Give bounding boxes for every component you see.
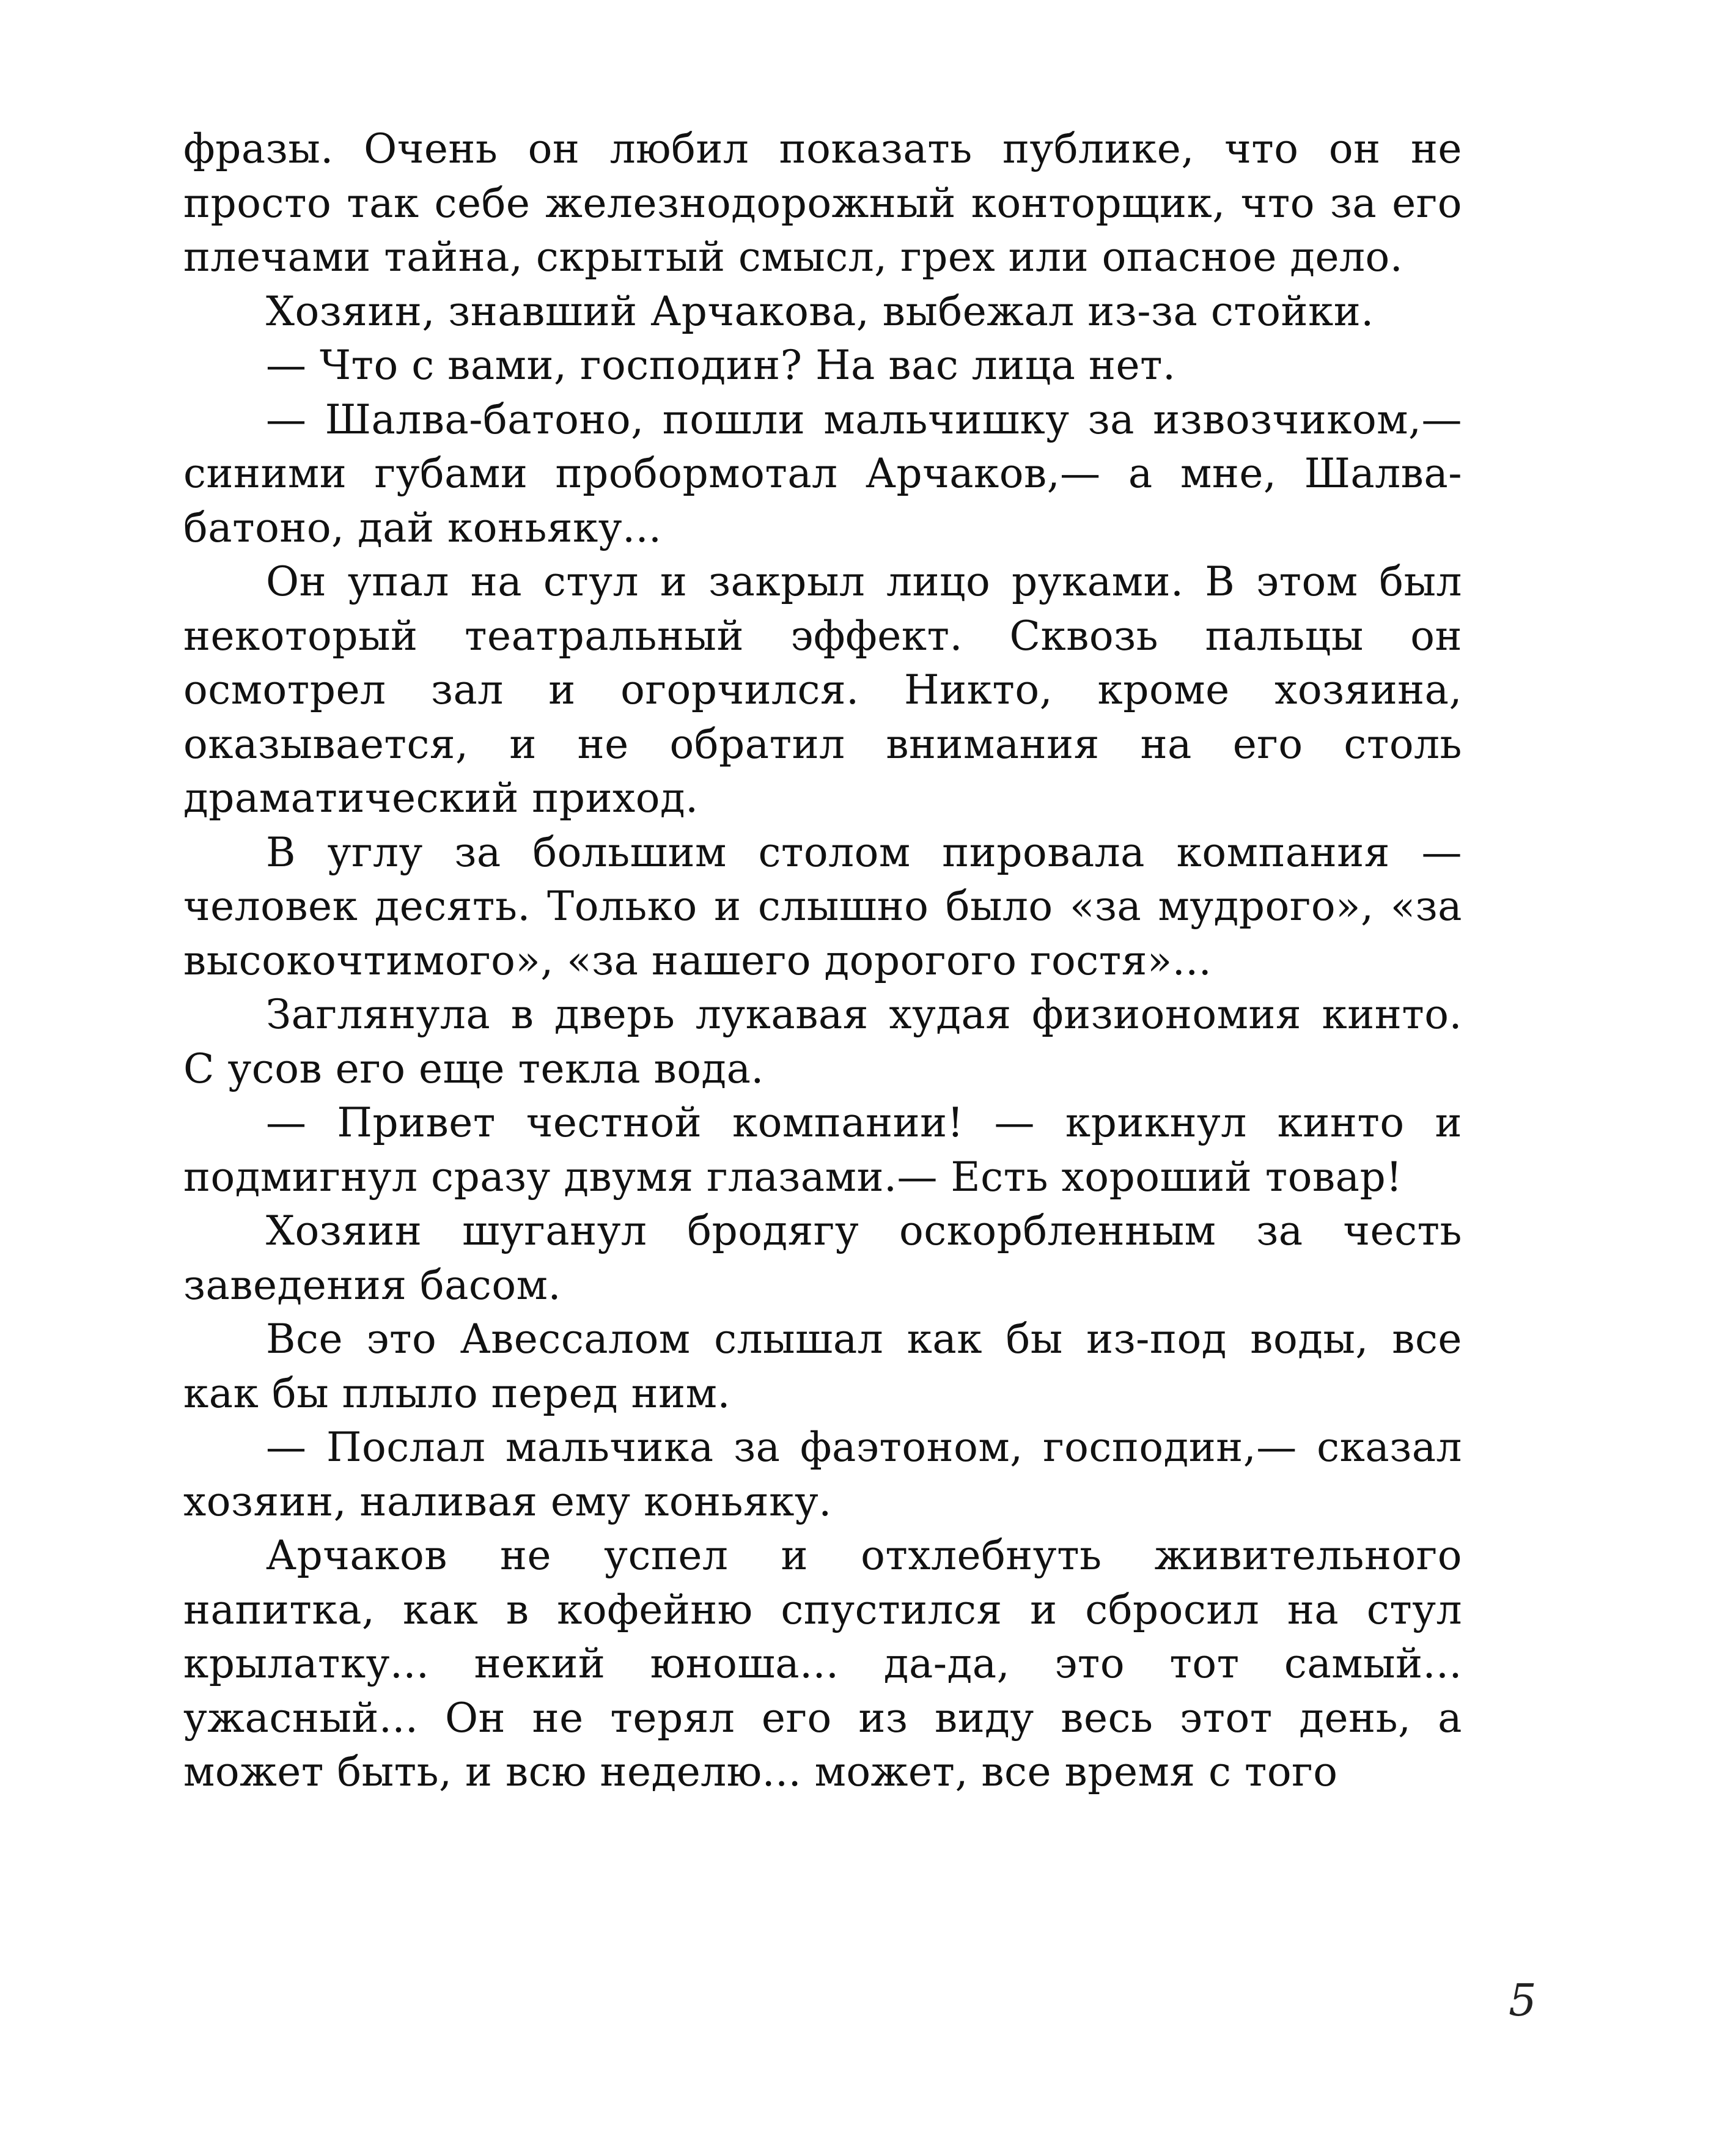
paragraph: Хозяин шуганул бродягу оскорбленным за честь заведения басом. [183,1207,1462,1309]
paragraph: Он упал на стул и закрыл лицо руками. В этом был некоторый театральный эффект. Сквозь пальцы он осмотрел зал и огорчился. Никто, кроме хозяина, оказывается, и не обратил внимания на его столь драматический приход. [183,558,1462,822]
paragraph: Заглянула в дверь лукавая худая физиономия кинто. С усов его еще текла вода. [183,991,1462,1092]
dialogue-line: — Послал мальчика за фаэтоном, господин,— сказал хозяин, наливая ему коньяку. [183,1424,1462,1525]
paragraph: фразы. Очень он любил показать публике, что он не просто так себе железнодорожный конторщик, что за его плечами тайна, скрытый смысл, грех или опасное дело. [183,125,1462,281]
page-number: 5 [1509,1975,1537,2026]
paragraph: Арчаков не успел и отхлебнуть живительного напитка, как в кофейню спустился и сбросил на стул крылатку... некий юноша... да-да, это тот самый... ужасный... Он не терял его из виду весь этот день, а может быть, и всю неделю... может, все время с того [183,1532,1462,1795]
dialogue-line: — Что с вами, господин? На вас лица нет. [266,342,1176,389]
body-text [183,122,1462,1800]
dialogue-line: — Привет честной компании! — крикнул кинто и подмигнул сразу двумя глазами.— Есть хороший товар! [183,1099,1462,1201]
paragraph: В углу за большим столом пировала компания — человек десять. Только и слышно было «за мудрого», «за высокочтимого», «за нашего дорогого гостя»... [183,828,1462,984]
paragraph: Все это Авессалом слышал как бы из-под воды, все как бы плыло перед ним. [183,1316,1462,1417]
paragraph: Хозяин, знавший Арчакова, выбежал из-за стойки. [266,287,1374,335]
dialogue-line: — Шалва-батоно, пошли мальчишку за извозчиком,— синими губами пробормотал Арчаков,— а мне, Шалва-батоно, дай коньяку... [183,396,1462,551]
